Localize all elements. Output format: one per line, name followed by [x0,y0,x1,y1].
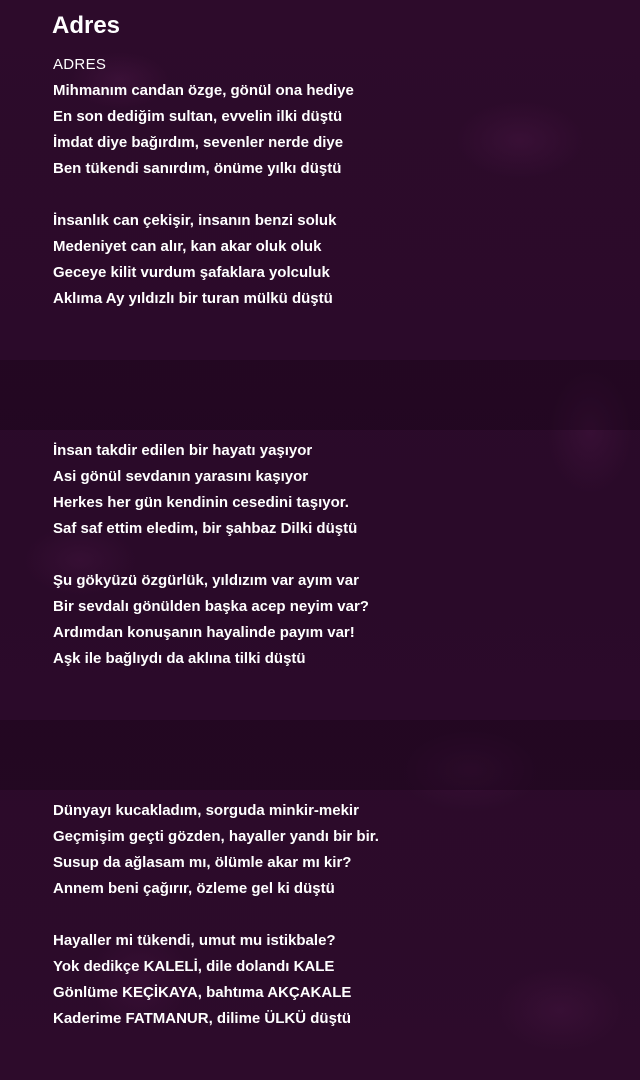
poem-line: Hayaller mi tükendi, umut mu istikbale? [53,932,336,949]
poem-line: Aklıma Ay yıldızlı bir turan mülkü düştü [53,290,333,307]
poem-line: Şu gökyüzü özgürlük, yıldızım var ayım var [53,572,359,589]
poem-line: Susup da ağlasam mı, ölümle akar mı kir? [53,854,352,871]
poem-line: Geçmişim geçti gözden, hayaller yandı bir bir. [53,828,379,845]
poem-line: Annem beni çağırır, özleme gel ki düştü [53,880,335,897]
poem-line: Geceye kilit vurdum şafaklara yolculuk [53,264,330,281]
poem-section-1 [53,52,354,312]
background-band [0,360,640,430]
poem-line: Medeniyet can alır, kan akar oluk oluk [53,238,322,255]
poem-line: Ben tükendi sanırdım, önüme yılkı düştü [53,160,342,177]
poem-line: İnsanlık can çekişir, insanın benzi soluk [53,212,337,229]
poem-line: Yok dedikçe KALELİ, dile dolandı KALE [53,958,335,975]
poem-line: İmdat diye bağırdım, sevenler nerde diye [53,134,344,151]
poem-line: Saf saf ettim eledim, bir şahbaz Dilki düştü [53,520,358,537]
poem-section-2 [53,438,369,672]
poem-line: Ardımdan konuşanın hayalinde payım var! [53,624,355,641]
poem-line: İnsan takdir edilen bir hayatı yaşıyor [53,442,313,459]
poem-line: Herkes her gün kendinin cesedini taşıyor. [53,494,349,511]
poem-line: Mihmanım candan özge, gönül ona hediye [53,82,354,99]
poem-line: Kaderime FATMANUR, dilime ÜLKÜ düştü [53,1010,352,1027]
background-band [0,720,640,790]
page-title: Adres [52,12,121,39]
poem-line: Dünyayı kucakladım, sorguda minkir-mekir [53,802,359,819]
poem-section-3 [53,798,379,1032]
poem-line: Bir sevdalı gönülden başka acep neyim var? [53,598,369,615]
poem-line: Asi gönül sevdanın yarasını kaşıyor [53,468,309,485]
stanza-gap [53,902,379,928]
poem-heading: ADRES [53,56,107,73]
poem-line: Aşk ile bağlıydı da aklına tilki düştü [53,650,306,667]
poem-line: Gönlüme KEÇİKAYA, bahtıma AKÇAKALE [53,984,352,1001]
poem-line: En son dediğim sultan, evvelin ilki düştü [53,108,343,125]
stanza-gap [53,182,354,208]
stanza-gap [53,542,369,568]
